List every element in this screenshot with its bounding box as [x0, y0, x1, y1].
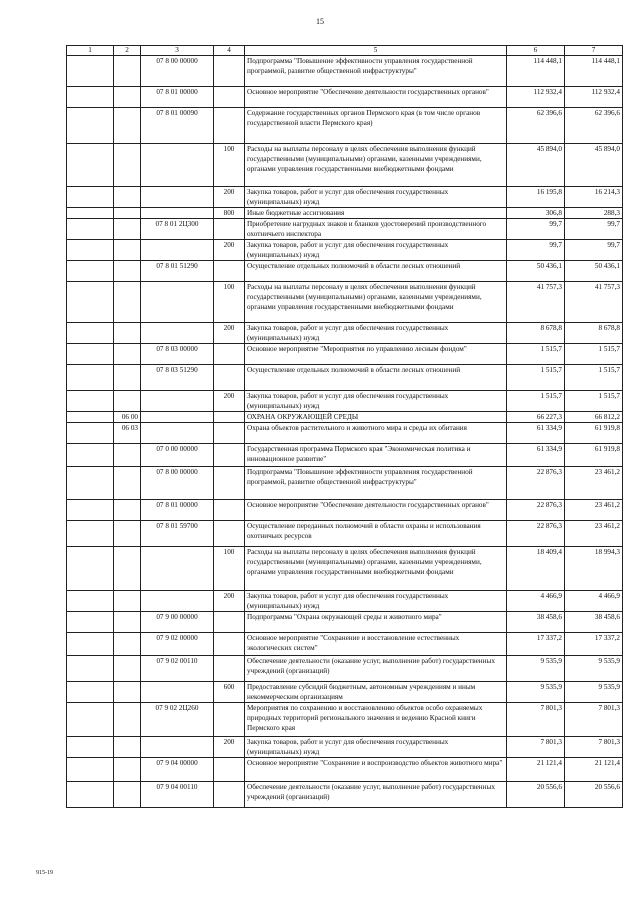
cell-amount-year-2: 1 515,7 — [565, 344, 623, 365]
cell-expense-type — [214, 521, 245, 547]
cell-row-number — [67, 703, 114, 737]
table-header-row — [67, 46, 623, 56]
cell-row-number — [67, 108, 114, 144]
cell-amount-year-1: 1 515,7 — [507, 365, 565, 391]
cell-amount-year-2: 7 801,3 — [565, 737, 623, 758]
cell-amount-year-1: 7 801,3 — [507, 737, 565, 758]
cell-amount-year-2: 4 466,9 — [565, 591, 623, 612]
cell-expense-type — [214, 656, 245, 682]
table-row — [67, 282, 623, 323]
cell-amount-year-2: 20 556,6 — [565, 782, 623, 808]
cell-description: Содержание государственных органов Пермского края (в том числе органов государственной власти Пермского края) — [245, 108, 507, 144]
cell-amount-year-1: 16 195,8 — [507, 187, 565, 208]
cell-amount-year-2: 1 515,7 — [565, 365, 623, 391]
cell-expense-type — [214, 782, 245, 808]
cell-target-article-code: 07 8 03 00000 — [141, 344, 214, 365]
cell-amount-year-2: 18 994,3 — [565, 547, 623, 591]
cell-row-number — [67, 282, 114, 323]
cell-amount-year-2: 45 894,0 — [565, 144, 623, 187]
cell-target-article-code: 07 8 01 00000 — [141, 500, 214, 521]
table-row — [67, 612, 623, 633]
cell-target-article-code: 07 8 01 59700 — [141, 521, 214, 547]
cell-section-code — [114, 144, 141, 187]
cell-description: Закупка товаров, работ и услуг для обеспечения государственных (муниципальных) нужд — [245, 323, 507, 344]
cell-amount-year-2: 38 458,6 — [565, 612, 623, 633]
cell-description: Расходы на выплаты персоналу в целях обеспечения выполнения функций государственными (муниципальными) органами, казенными учреждениями, органами управления государственными внебюджетными фондами — [245, 282, 507, 323]
cell-row-number — [67, 365, 114, 391]
table-row — [67, 208, 623, 219]
cell-amount-year-2: 1 515,7 — [565, 391, 623, 412]
column-header: 6 — [507, 46, 565, 56]
cell-expense-type: 200 — [214, 323, 245, 344]
cell-expense-type — [214, 344, 245, 365]
table-row — [67, 782, 623, 808]
cell-description: Основное мероприятие "Сохранение и воспроизводство объектов животного мира" — [245, 758, 507, 782]
cell-description: Подпрограмма "Повышение эффективности управления государственной программой, развитие общественной инфраструктуры" — [245, 56, 507, 87]
cell-row-number — [67, 344, 114, 365]
cell-target-article-code — [141, 187, 214, 208]
cell-target-article-code: 07 9 02 00000 — [141, 633, 214, 656]
cell-expense-type — [214, 758, 245, 782]
cell-description: Основное мероприятие "Обеспечение деятельности государственных органов" — [245, 87, 507, 108]
cell-row-number — [67, 219, 114, 240]
cell-row-number — [67, 758, 114, 782]
cell-row-number — [67, 737, 114, 758]
table-body — [67, 56, 623, 808]
cell-expense-type — [214, 612, 245, 633]
cell-section-code: 06 03 — [114, 423, 141, 444]
cell-expense-type: 200 — [214, 240, 245, 261]
cell-expense-type — [214, 467, 245, 500]
cell-target-article-code: 07 8 01 00000 — [141, 87, 214, 108]
cell-section-code — [114, 444, 141, 467]
cell-expense-type — [214, 261, 245, 282]
cell-expense-type — [214, 703, 245, 737]
cell-target-article-code — [141, 412, 214, 423]
cell-description: Расходы на выплаты персоналу в целях обеспечения выполнения функций государственными (муниципальными) органами, казенными учреждениями, органами управления государственными внебюджетными фондами — [245, 144, 507, 187]
cell-amount-year-1: 306,8 — [507, 208, 565, 219]
cell-target-article-code: 07 9 04 00110 — [141, 782, 214, 808]
cell-expense-type: 200 — [214, 391, 245, 412]
cell-amount-year-1: 22 876,3 — [507, 467, 565, 500]
cell-section-code — [114, 500, 141, 521]
table-row — [67, 261, 623, 282]
cell-section-code: 06 00 — [114, 412, 141, 423]
cell-target-article-code: 07 9 02 00110 — [141, 656, 214, 682]
cell-row-number — [67, 240, 114, 261]
cell-amount-year-2: 66 812,2 — [565, 412, 623, 423]
cell-amount-year-2: 112 932,4 — [565, 87, 623, 108]
cell-description: Подпрограмма "Охрана окружающей среды и животного мира" — [245, 612, 507, 633]
cell-amount-year-1: 41 757,3 — [507, 282, 565, 323]
cell-row-number — [67, 521, 114, 547]
table-row — [67, 391, 623, 412]
cell-description: Обеспечение деятельности (оказание услуг, выполнение работ) государственных учреждений (организаций) — [245, 656, 507, 682]
cell-amount-year-1: 1 515,7 — [507, 344, 565, 365]
cell-amount-year-1: 22 876,3 — [507, 521, 565, 547]
cell-expense-type: 200 — [214, 591, 245, 612]
cell-section-code — [114, 521, 141, 547]
table-row — [67, 87, 623, 108]
table-row — [67, 240, 623, 261]
cell-section-code — [114, 240, 141, 261]
page-number: 15 — [316, 17, 324, 26]
cell-description: Закупка товаров, работ и услуг для обеспечения государственных (муниципальных) нужд — [245, 391, 507, 412]
cell-amount-year-2: 17 337,2 — [565, 633, 623, 656]
cell-amount-year-2: 99,7 — [565, 240, 623, 261]
cell-section-code — [114, 547, 141, 591]
table-row — [67, 219, 623, 240]
table-row — [67, 467, 623, 500]
table-row — [67, 108, 623, 144]
cell-description: Осуществление отдельных полномочий в области лесных отношений — [245, 365, 507, 391]
cell-amount-year-1: 9 535,9 — [507, 682, 565, 703]
cell-description: Осуществление переданных полномочий в области охраны и использования охотничьих ресурсов — [245, 521, 507, 547]
table-row — [67, 412, 623, 423]
cell-amount-year-1: 61 334,9 — [507, 423, 565, 444]
cell-expense-type: 600 — [214, 682, 245, 703]
cell-target-article-code — [141, 240, 214, 261]
table-row — [67, 633, 623, 656]
column-header: 7 — [565, 46, 623, 56]
cell-target-article-code: 07 8 01 2Ц300 — [141, 219, 214, 240]
cell-description: Основное мероприятие "Мероприятия по управлению лесным фондом" — [245, 344, 507, 365]
table-row — [67, 344, 623, 365]
cell-expense-type: 800 — [214, 208, 245, 219]
cell-amount-year-1: 66 227,3 — [507, 412, 565, 423]
cell-amount-year-1: 4 466,9 — [507, 591, 565, 612]
cell-amount-year-2: 62 396,6 — [565, 108, 623, 144]
cell-description: Приобретение нагрудных знаков и бланков удостоверений производственного охотничьего инспектора — [245, 219, 507, 240]
cell-row-number — [67, 612, 114, 633]
cell-target-article-code: 07 0 00 00000 — [141, 444, 214, 467]
cell-expense-type: 100 — [214, 547, 245, 591]
cell-target-article-code: 07 9 00 00000 — [141, 612, 214, 633]
cell-section-code — [114, 108, 141, 144]
cell-amount-year-1: 8 678,8 — [507, 323, 565, 344]
table-row — [67, 703, 623, 737]
cell-target-article-code — [141, 423, 214, 444]
cell-section-code — [114, 682, 141, 703]
cell-description: Подпрограмма "Повышение эффективности управления государственной программой, развитие общественной инфраструктуры" — [245, 467, 507, 500]
cell-row-number — [67, 412, 114, 423]
cell-amount-year-1: 62 396,6 — [507, 108, 565, 144]
cell-section-code — [114, 782, 141, 808]
table-row — [67, 656, 623, 682]
cell-amount-year-1: 99,7 — [507, 219, 565, 240]
cell-expense-type — [214, 219, 245, 240]
cell-description: ОХРАНА ОКРУЖАЮЩЕЙ СРЕДЫ — [245, 412, 507, 423]
cell-description: Основное мероприятие "Сохранение и восстановление естественных экологических систем" — [245, 633, 507, 656]
cell-row-number — [67, 547, 114, 591]
column-header: 1 — [67, 46, 114, 56]
cell-section-code — [114, 208, 141, 219]
cell-target-article-code — [141, 323, 214, 344]
cell-section-code — [114, 261, 141, 282]
cell-section-code — [114, 612, 141, 633]
cell-amount-year-2: 23 461,2 — [565, 521, 623, 547]
cell-amount-year-1: 61 334,9 — [507, 444, 565, 467]
table-row — [67, 500, 623, 521]
cell-description: Расходы на выплаты персоналу в целях обеспечения выполнения функций государственными (муниципальными) органами, казенными учреждениями, органами управления государственными внебюджетными фондами — [245, 547, 507, 591]
cell-amount-year-2: 9 535,9 — [565, 656, 623, 682]
column-header: 3 — [141, 46, 214, 56]
cell-row-number — [67, 591, 114, 612]
cell-amount-year-2: 288,3 — [565, 208, 623, 219]
cell-description: Осуществление отдельных полномочий в области лесных отношений — [245, 261, 507, 282]
cell-row-number — [67, 261, 114, 282]
cell-section-code — [114, 591, 141, 612]
cell-row-number — [67, 208, 114, 219]
cell-amount-year-1: 21 121,4 — [507, 758, 565, 782]
cell-row-number — [67, 500, 114, 521]
table-row — [67, 365, 623, 391]
table-row — [67, 682, 623, 703]
cell-section-code — [114, 758, 141, 782]
cell-row-number — [67, 444, 114, 467]
table-row — [67, 521, 623, 547]
cell-section-code — [114, 282, 141, 323]
cell-section-code — [114, 219, 141, 240]
cell-target-article-code: 07 8 00 00000 — [141, 467, 214, 500]
cell-target-article-code: 07 9 02 2Ц260 — [141, 703, 214, 737]
cell-expense-type — [214, 633, 245, 656]
cell-description: Закупка товаров, работ и услуг для обеспечения государственных (муниципальных) нужд — [245, 240, 507, 261]
cell-target-article-code: 07 8 01 51290 — [141, 261, 214, 282]
cell-expense-type: 200 — [214, 737, 245, 758]
cell-target-article-code — [141, 282, 214, 323]
column-header: 5 — [245, 46, 507, 56]
cell-amount-year-1: 9 535,9 — [507, 656, 565, 682]
column-header: 2 — [114, 46, 141, 56]
cell-amount-year-1: 99,7 — [507, 240, 565, 261]
cell-section-code — [114, 344, 141, 365]
cell-amount-year-1: 112 932,4 — [507, 87, 565, 108]
cell-expense-type — [214, 108, 245, 144]
cell-row-number — [67, 656, 114, 682]
cell-amount-year-2: 23 461,2 — [565, 467, 623, 500]
table-row — [67, 737, 623, 758]
cell-row-number — [67, 323, 114, 344]
cell-row-number — [67, 144, 114, 187]
cell-amount-year-1: 114 448,1 — [507, 56, 565, 87]
cell-amount-year-2: 99,7 — [565, 219, 623, 240]
cell-amount-year-2: 61 919,8 — [565, 423, 623, 444]
table-row — [67, 423, 623, 444]
cell-expense-type — [214, 87, 245, 108]
cell-amount-year-2: 7 801,3 — [565, 703, 623, 737]
cell-description: Государственная программа Пермского края "Экономическая политика и инновационное развитие" — [245, 444, 507, 467]
cell-target-article-code: 07 8 00 00000 — [141, 56, 214, 87]
cell-description: Закупка товаров, работ и услуг для обеспечения государственных (муниципальных) нужд — [245, 187, 507, 208]
cell-section-code — [114, 703, 141, 737]
cell-target-article-code — [141, 144, 214, 187]
cell-row-number — [67, 682, 114, 703]
cell-amount-year-1: 22 876,3 — [507, 500, 565, 521]
cell-section-code — [114, 737, 141, 758]
cell-target-article-code — [141, 391, 214, 412]
cell-row-number — [67, 87, 114, 108]
cell-description: Мероприятия по сохранению и восстановлению объектов особо охраняемых природных территорий регионального значения и ведению Красной книги Пермского края — [245, 703, 507, 737]
cell-row-number — [67, 423, 114, 444]
cell-expense-type: 100 — [214, 282, 245, 323]
table-row — [67, 591, 623, 612]
cell-amount-year-2: 50 436,1 — [565, 261, 623, 282]
cell-section-code — [114, 365, 141, 391]
column-header: 4 — [214, 46, 245, 56]
cell-row-number — [67, 782, 114, 808]
cell-description: Основное мероприятие "Обеспечение деятельности государственных органов" — [245, 500, 507, 521]
cell-section-code — [114, 87, 141, 108]
cell-expense-type: 200 — [214, 187, 245, 208]
cell-amount-year-2: 41 757,3 — [565, 282, 623, 323]
table-row — [67, 758, 623, 782]
cell-description: Закупка товаров, работ и услуг для обеспечения государственных (муниципальных) нужд — [245, 737, 507, 758]
cell-amount-year-1: 7 801,3 — [507, 703, 565, 737]
cell-section-code — [114, 323, 141, 344]
cell-amount-year-2: 8 678,8 — [565, 323, 623, 344]
cell-row-number — [67, 633, 114, 656]
table-row — [67, 56, 623, 87]
cell-amount-year-1: 1 515,7 — [507, 391, 565, 412]
cell-row-number — [67, 467, 114, 500]
cell-amount-year-2: 21 121,4 — [565, 758, 623, 782]
cell-expense-type — [214, 56, 245, 87]
cell-section-code — [114, 633, 141, 656]
cell-target-article-code — [141, 682, 214, 703]
cell-row-number — [67, 187, 114, 208]
cell-target-article-code: 07 8 01 00090 — [141, 108, 214, 144]
cell-amount-year-1: 50 436,1 — [507, 261, 565, 282]
cell-amount-year-1: 17 337,2 — [507, 633, 565, 656]
cell-expense-type — [214, 423, 245, 444]
cell-expense-type: 100 — [214, 144, 245, 187]
cell-amount-year-1: 18 409,4 — [507, 547, 565, 591]
table-row — [67, 444, 623, 467]
cell-description: Иные бюджетные ассигнования — [245, 208, 507, 219]
cell-target-article-code: 07 8 03 51290 — [141, 365, 214, 391]
cell-amount-year-1: 38 458,6 — [507, 612, 565, 633]
cell-description: Охрана объектов растительного и животного мира и среды их обитания — [245, 423, 507, 444]
cell-target-article-code: 07 9 04 00000 — [141, 758, 214, 782]
cell-amount-year-1: 20 556,6 — [507, 782, 565, 808]
cell-target-article-code — [141, 591, 214, 612]
cell-target-article-code — [141, 547, 214, 591]
table-row — [67, 323, 623, 344]
cell-section-code — [114, 656, 141, 682]
footer-code: 915-19 — [36, 870, 53, 876]
cell-section-code — [114, 467, 141, 500]
cell-row-number — [67, 56, 114, 87]
cell-amount-year-2: 16 214,3 — [565, 187, 623, 208]
cell-section-code — [114, 391, 141, 412]
cell-description: Закупка товаров, работ и услуг для обеспечения государственных (муниципальных) нужд — [245, 591, 507, 612]
cell-amount-year-2: 114 448,1 — [565, 56, 623, 87]
table-row — [67, 144, 623, 187]
table-row — [67, 547, 623, 591]
cell-expense-type — [214, 444, 245, 467]
table-row — [67, 187, 623, 208]
cell-row-number — [67, 391, 114, 412]
cell-amount-year-1: 45 894,0 — [507, 144, 565, 187]
cell-target-article-code — [141, 737, 214, 758]
cell-description: Обеспечение деятельности (оказание услуг, выполнение работ) государственных учреждений (организаций) — [245, 782, 507, 808]
cell-description: Предоставление субсидий бюджетным, автономным учреждениям и иным некоммерческим организациям — [245, 682, 507, 703]
cell-amount-year-2: 61 919,8 — [565, 444, 623, 467]
budget-table — [66, 45, 623, 808]
cell-amount-year-2: 9 535,9 — [565, 682, 623, 703]
cell-section-code — [114, 56, 141, 87]
cell-expense-type — [214, 365, 245, 391]
cell-amount-year-2: 23 461,2 — [565, 500, 623, 521]
cell-expense-type — [214, 412, 245, 423]
cell-expense-type — [214, 500, 245, 521]
cell-section-code — [114, 187, 141, 208]
cell-target-article-code — [141, 208, 214, 219]
